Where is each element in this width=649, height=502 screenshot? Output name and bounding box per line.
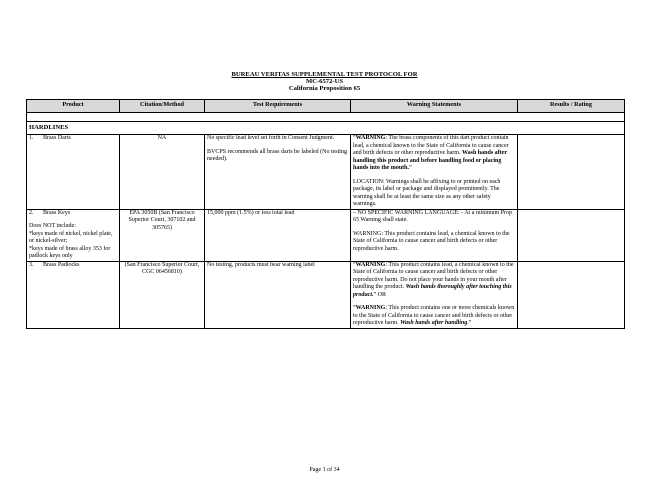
citation-cell: NA (120, 135, 205, 210)
results-cell (518, 209, 625, 261)
spacer-row (27, 113, 625, 122)
warning-statement: WARNING: This product contains lead, a chemical known to the State of California to cause cancer and birth defects or other reproductive harm. (353, 230, 510, 252)
product-cell (27, 209, 120, 261)
row-number: 1. (29, 135, 34, 141)
warning-location: LOCATION: Warnings shall be affixing to or printed on each package, its label or package and displayed prominently. The warning shall be at least the same size as any other safety warnings. (353, 178, 501, 207)
col-header-citation: Citation/Method (120, 100, 205, 113)
col-header-results: Results / Rating (518, 100, 625, 113)
row-number: 2. (29, 209, 34, 216)
section-hardlines: HARDLINES (27, 122, 625, 135)
test-requirements-cell: 15,000 ppm (1.5%) or less total lead (205, 209, 351, 261)
results-cell (518, 261, 625, 328)
page-number: Page 1 of 34 (309, 467, 340, 473)
table-row (27, 209, 625, 261)
col-header-warning-statements: Warning Statements (351, 100, 518, 113)
warning-cell (351, 135, 518, 210)
product-name: Brass Darts (43, 135, 71, 141)
warning-statement: “WARNING: This product contains one or more chemicals known to the State of California to cause cancer and birth defects or other reproductive harm. Wash hands after handling.” (353, 305, 515, 326)
citation-cell: EPA 3050B (San Francisco Superior Court, 307102 and 305765) (120, 209, 205, 261)
product-name: Brass Padlocks (43, 261, 80, 268)
table-row (27, 261, 625, 328)
table-row (27, 135, 625, 210)
product-name: Brass Keys (43, 209, 71, 216)
col-header-test-requirements: Test Requirements (205, 100, 351, 113)
title-line-1: BUREAU VERITAS SUPPLEMENTAL TEST PROTOCOL FOR (231, 71, 418, 78)
row-number: 3. (29, 261, 34, 268)
product-note: *keys made of nickel, nickel plate, or nickel-silver; (29, 230, 113, 244)
requirement-text: BVCPS recommends all brass darts be labeled (No testing needed). (207, 148, 347, 162)
table-header-row (27, 100, 625, 113)
product-cell (27, 261, 120, 328)
results-cell (518, 135, 625, 210)
title-line-3: California Proposition 65 (288, 85, 361, 93)
col-header-product: Product (27, 100, 120, 113)
warning-cell (351, 261, 518, 328)
product-note: *keys made of brass alloy 353 for padlock keys only (29, 245, 111, 259)
test-requirements-cell (205, 135, 351, 210)
test-requirements-cell: No testing, products must bear warning label (205, 261, 351, 328)
warning-statement: “WARNING: The brass components of this dart product contain lead, a chemical known to the State of California to cause cancer and birth defects or other reproductive harm. Wash hands after handling this product and before handling food or placing hands into the mouth.” (353, 135, 509, 171)
document-title (0, 71, 649, 93)
requirement-text: No specific lead level set forth in Consent Judgment. (207, 135, 335, 141)
citation-cell: (San Francisco Superior Court, CGC 06456810) (120, 261, 205, 328)
protocol-table (26, 99, 625, 329)
section-row (27, 122, 625, 135)
title-line-2: MC-6572-US (306, 78, 343, 86)
product-note: Does NOT include: (29, 223, 76, 229)
warning-cell (351, 209, 518, 261)
warning-statement: – NO SPECIFIC WARNING LANGUAGE: - At a minimum Prop 65 Warning shall state. (353, 209, 513, 223)
product-cell (27, 135, 120, 210)
warning-statement: “WARNING: This product contains lead, a chemical known to the State of California to cause cancer and birth defects or other reproductive harm. Do not place your hands in your mouth after handling the product. Wash hands thoroughly after touching this product.” OR (353, 261, 514, 298)
